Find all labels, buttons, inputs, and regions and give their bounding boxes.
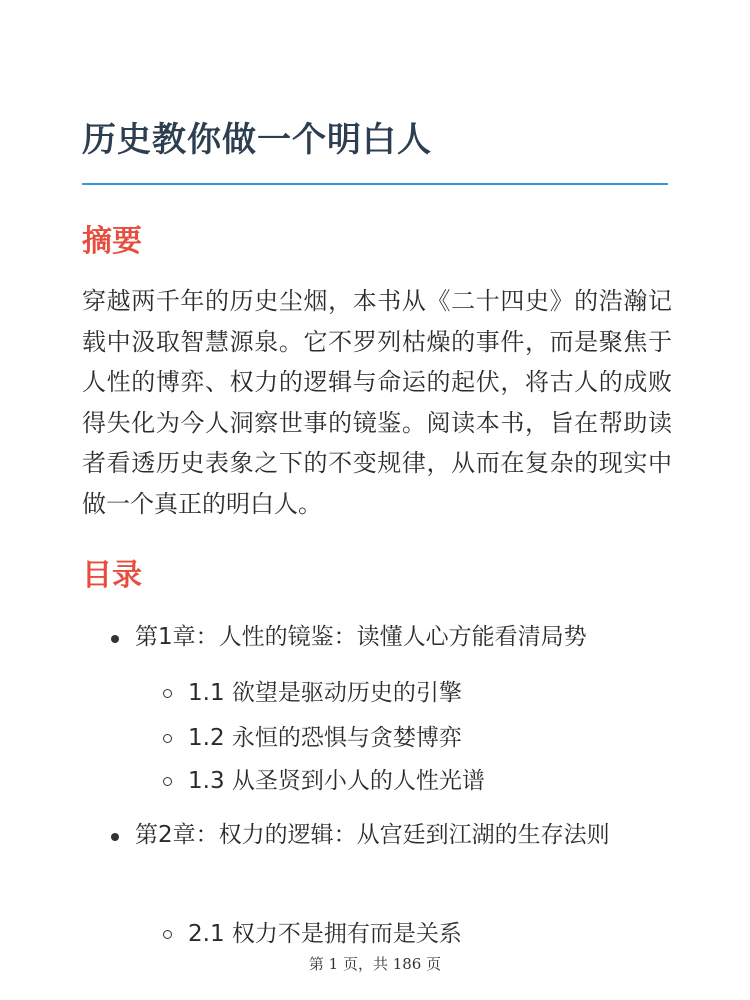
toc-chapter-label: 第2章：权力的逻辑：从宫廷到江湖的生存法则	[135, 822, 610, 848]
page-number-footer: 第 1 页，共 186 页	[308, 955, 442, 973]
abstract-paragraph: 穿越两千年的历史尘烟，本书从《二十四史》的浩瀚记载中汲取智慧源泉。它不罗列枯燥的事件，而是聚焦于人性的博弈、权力的逻辑与命运的起伏，将古人的成败得失化为今人洞察世事的镜鉴。阅读本书，旨在帮助读者看透历史表象之下的不变规律，从而在复杂的现实中做一个真正的明白人。	[82, 287, 672, 518]
hollow-bullet-icon	[163, 930, 172, 939]
abstract-heading: 摘要	[82, 224, 142, 259]
toc-section-1-1	[163, 675, 663, 711]
toc-heading: 目录	[82, 558, 142, 593]
toc-chapter-label: 第1章：人性的镜鉴：读懂人心方能看清局势	[135, 624, 587, 650]
hollow-bullet-icon	[163, 777, 172, 786]
toc-section-1-3	[163, 763, 663, 799]
toc-section-1-2	[163, 720, 663, 756]
filled-bullet-icon	[111, 635, 119, 643]
toc-section-2-1	[163, 916, 663, 952]
toc-section-label: 1.1 欲望是驱动历史的引擎	[188, 680, 462, 706]
hollow-bullet-icon	[163, 689, 172, 698]
toc-section-label: 2.1 权力不是拥有而是关系	[188, 921, 462, 947]
hollow-bullet-icon	[163, 734, 172, 743]
toc-section-label: 1.3 从圣贤到小人的人性光谱	[188, 768, 485, 794]
toc-chapter-1	[111, 619, 671, 655]
filled-bullet-icon	[111, 833, 119, 841]
page-title: 历史教你做一个明白人	[82, 120, 432, 160]
title-divider	[82, 183, 668, 185]
toc-chapter-2	[111, 817, 671, 853]
toc-section-label: 1.2 永恒的恐惧与贪婪博弈	[188, 725, 462, 751]
